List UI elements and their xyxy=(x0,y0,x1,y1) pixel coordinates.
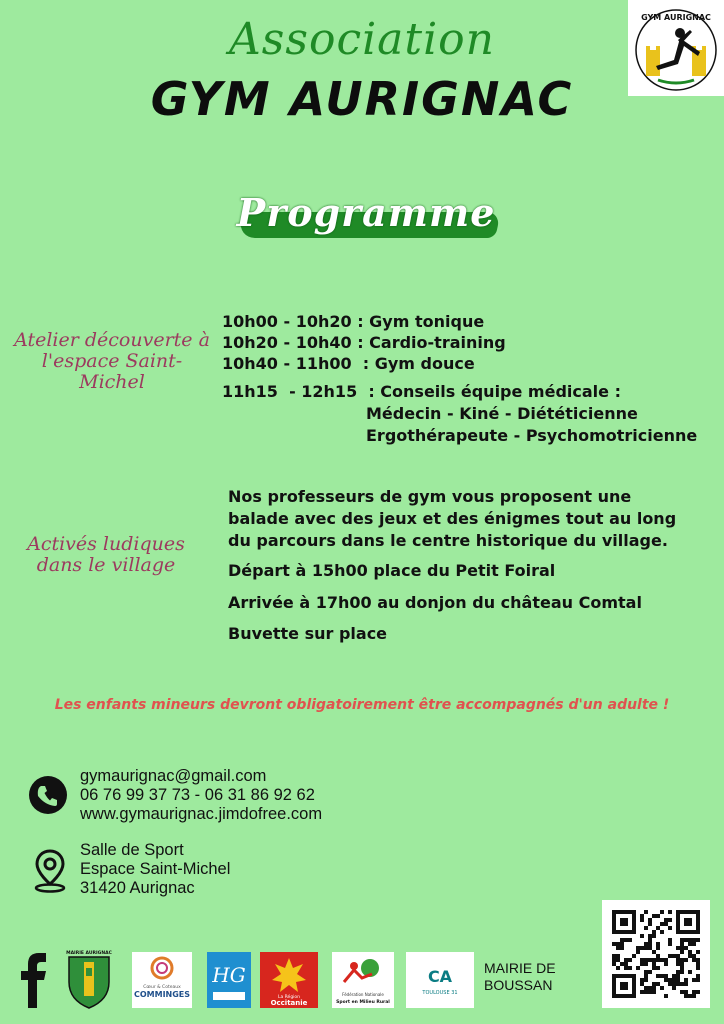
arrivee-info: Arrivée à 17h00 au donjon du château Comtal xyxy=(228,593,642,612)
description-line: du parcours dans le centre historique du village. xyxy=(228,531,668,550)
address-block xyxy=(80,841,230,898)
address-line: Espace Saint-Michel xyxy=(80,860,231,878)
programme-title: Programme xyxy=(236,190,496,235)
qr-code[interactable] xyxy=(602,900,710,1008)
comminges-small-text: Cœur & Coteaux xyxy=(143,985,181,990)
conseils-line: Ergothérapeute - Psychomotricienne xyxy=(366,426,698,445)
facebook-icon[interactable] xyxy=(18,950,48,1008)
occitanie-logo xyxy=(260,952,318,1008)
schedule-line: 10h40 - 11h00 : Gym douce xyxy=(222,354,475,373)
website-link[interactable]: www.gymaurignac.jimdofree.com xyxy=(80,805,323,823)
activites-label-line: dans le village xyxy=(36,554,176,576)
comminges-logo xyxy=(132,952,192,1008)
description-line: balade avec des jeux et des énigmes tout au long xyxy=(228,509,677,528)
conseils-line: 11h15 - 12h15 : Conseils équipe médicale : xyxy=(222,382,621,401)
activites-description xyxy=(228,486,676,552)
atelier-label-line: Michel xyxy=(79,371,145,393)
phone-icon xyxy=(29,776,67,814)
email-link[interactable]: gymaurignac@gmail.com xyxy=(80,767,267,785)
atelier-label-line: Atelier découverte à xyxy=(14,329,210,351)
description-line: Nos professeurs de gym vous proposent une xyxy=(228,487,632,506)
buvette-info: Buvette sur place xyxy=(228,624,388,643)
occitanie-small-text: La Région xyxy=(277,995,301,1000)
hg-text: HG xyxy=(212,963,246,987)
location-pin-icon xyxy=(32,848,68,894)
credit-agricole-logo xyxy=(406,952,474,1008)
contact-block xyxy=(80,767,322,824)
club-name-title: GYM AURIGNAC xyxy=(150,72,574,126)
depart-info: Départ à 15h00 place du Petit Foiral xyxy=(228,561,556,580)
haute-garonne-logo xyxy=(207,952,251,1008)
ca-text: CA xyxy=(427,967,453,986)
programme-banner xyxy=(226,186,506,252)
comminges-text: COMMINGES xyxy=(133,990,191,999)
federation-sport-rural-logo xyxy=(332,952,394,1008)
address-line: 31420 Aurignac xyxy=(80,879,195,897)
address-line: Salle de Sport xyxy=(80,841,184,859)
sport-rural-text: Sport en Milieu Rural xyxy=(336,1000,390,1005)
activites-label-line: Activés ludiques xyxy=(27,533,185,555)
activites-label xyxy=(6,534,206,576)
minors-warning: Les enfants mineurs devront obligatoirement être accompagnés d'un adulte ! xyxy=(54,697,670,713)
mairie-aurignac-text: MAIRIE AURIGNAC xyxy=(66,951,112,956)
logo-text: GYM AURIGNAC xyxy=(641,13,711,22)
association-title: Association xyxy=(229,14,495,65)
federation-text: Fédération Nationale xyxy=(342,992,384,997)
toulouse-text: TOULOUSE 31 xyxy=(422,990,458,996)
phone-numbers: 06 76 99 37 73 - 06 31 86 92 62 xyxy=(80,786,315,804)
occitanie-text: Occitanie xyxy=(270,999,308,1007)
mairie-aurignac-logo xyxy=(64,948,114,1010)
club-logo xyxy=(628,0,724,96)
conseils-line: Médecin - Kiné - Diététicienne xyxy=(366,404,638,423)
schedule-line: 10h20 - 10h40 : Cardio-training xyxy=(222,333,506,352)
mairie-boussan-label: MAIRIE DE BOUSSAN xyxy=(484,960,556,993)
atelier-label-line: l'espace Saint- xyxy=(41,350,183,372)
schedule-line: 10h00 - 10h20 : Gym tonique xyxy=(222,312,485,331)
atelier-label xyxy=(6,330,218,393)
